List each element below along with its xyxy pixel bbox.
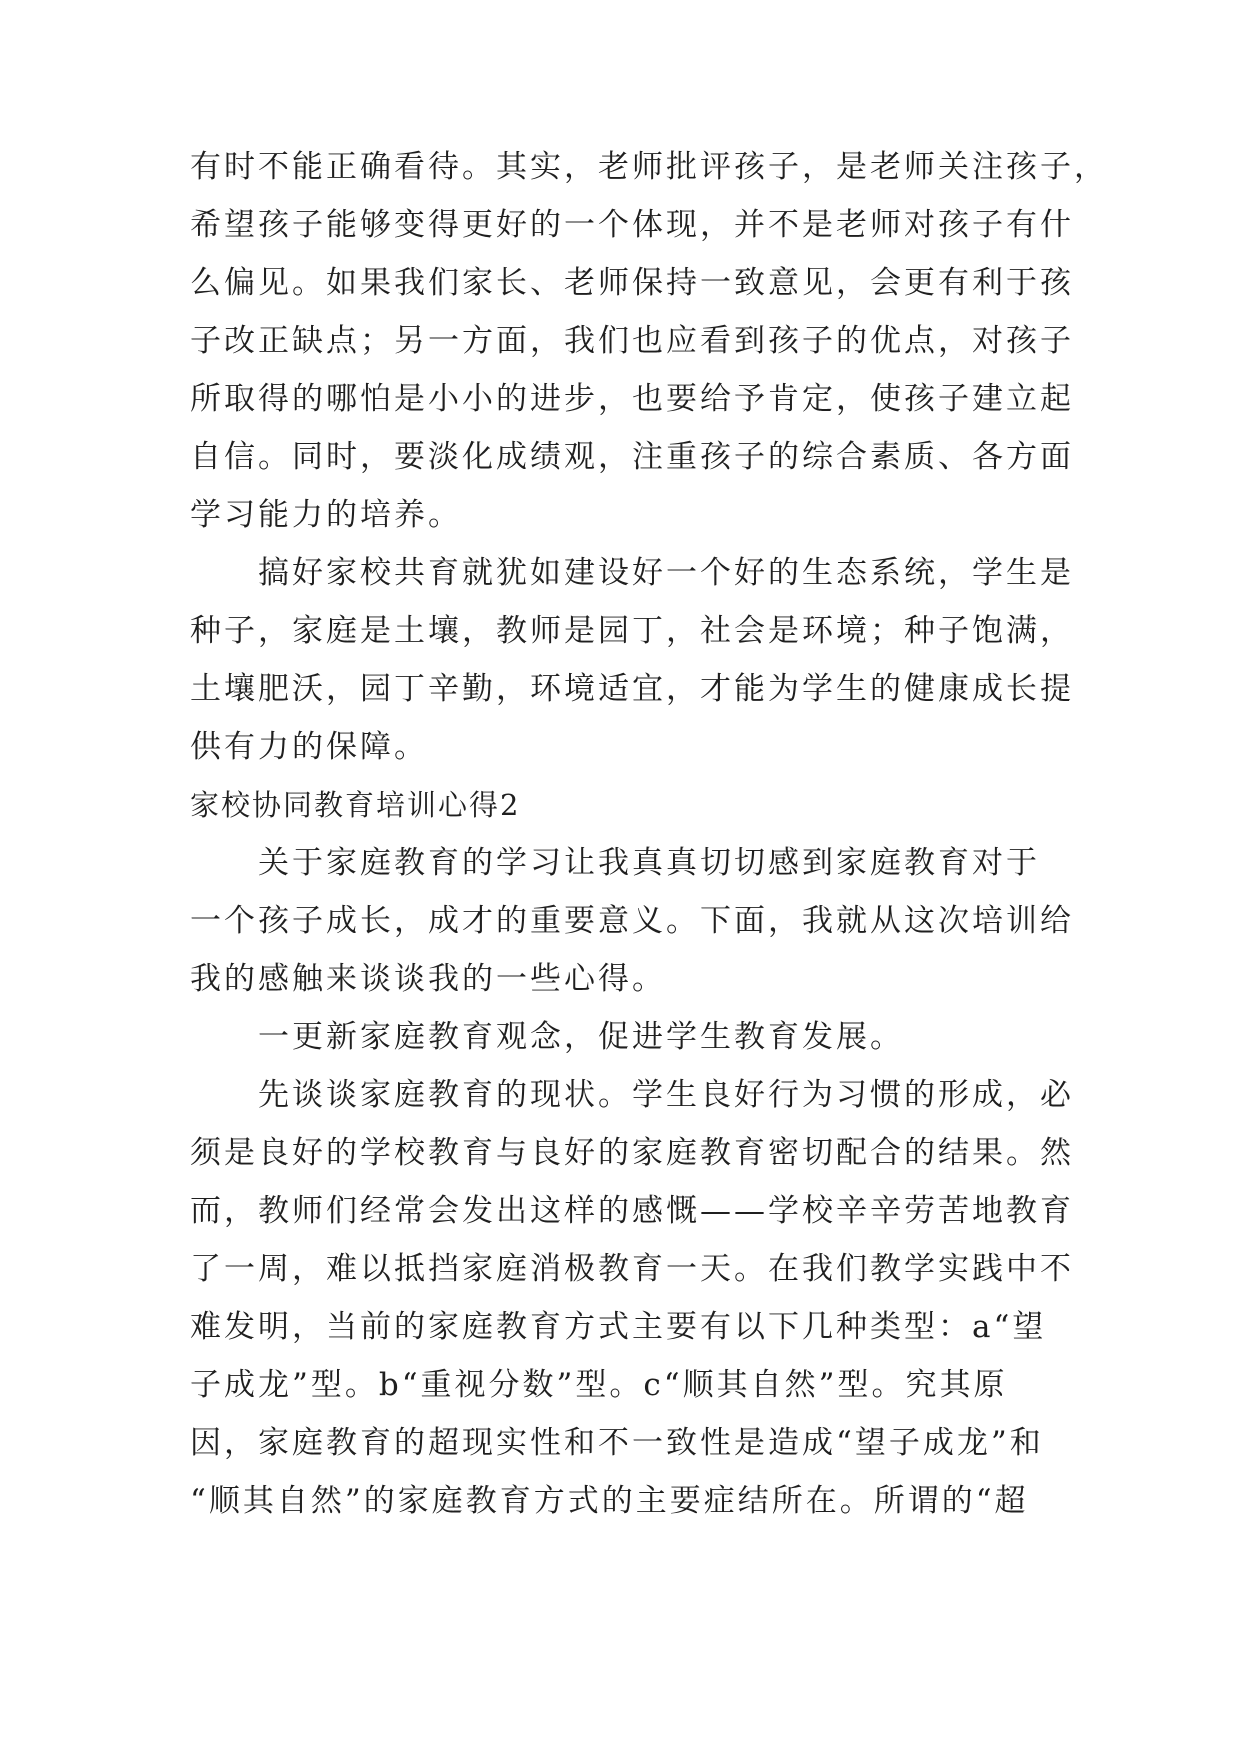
text-line: 一个孩子成长，成才的重要意义。下面，我就从这次培训给 — [190, 903, 1074, 939]
text-line: 种子，家庭是土壤，教师是园丁，社会是环境；种子饱满， — [190, 613, 1074, 649]
text-line: 而，教师们经常会发出这样的感慨——学校辛辛劳苦地教育 — [190, 1193, 1074, 1229]
text-line: 我的感触来谈谈我的一些心得。 — [190, 961, 666, 997]
text-line: 搞好家校共育就犹如建设好一个好的生态系统，学生是 — [190, 555, 1074, 591]
text-line: 希望孩子能够变得更好的一个体现，并不是老师对孩子有什 — [190, 207, 1074, 243]
text-line: 须是良好的学校教育与良好的家庭教育密切配合的结果。然 — [190, 1135, 1074, 1171]
text-line: “顺其自然”的家庭教育方式的主要症结所在。所谓的“超 — [190, 1483, 1029, 1519]
text-line: 因，家庭教育的超现实性和不一致性是造成“望子成龙”和 — [190, 1425, 1044, 1461]
text-line: 学习能力的培养。 — [190, 497, 462, 533]
text-line: 一更新家庭教育观念，促进学生教育发展。 — [190, 1019, 904, 1055]
text-line: 先谈谈家庭教育的现状。学生良好行为习惯的形成，必 — [190, 1077, 1074, 1113]
text-line: 难发明，当前的家庭教育方式主要有以下几种类型：a“望 — [190, 1309, 1047, 1345]
text-line: 关于家庭教育的学习让我真真切切感到家庭教育对于 — [190, 845, 1040, 881]
text-line: 自信。同时，要淡化成绩观，注重孩子的综合素质、各方面 — [190, 439, 1074, 475]
text-line: 有时不能正确看待。其实，老师批评孩子，是老师关注孩子， — [190, 149, 1108, 185]
text-line: 么偏见。如果我们家长、老师保持一致意见，会更有利于孩 — [190, 265, 1074, 301]
text-line: 子改正缺点；另一方面，我们也应看到孩子的优点，对孩子 — [190, 323, 1074, 359]
text-line: 供有力的保障。 — [190, 729, 428, 765]
text-line: 了一周，难以抵挡家庭消极教育一天。在我们教学实践中不 — [190, 1251, 1074, 1287]
document-body — [190, 138, 1108, 1530]
text-line: 所取得的哪怕是小小的进步，也要给予肯定，使孩子建立起 — [190, 381, 1074, 417]
text-line: 土壤肥沃，园丁辛勤，环境适宜，才能为学生的健康成长提 — [190, 671, 1074, 707]
section-heading: 家校协同教育培训心得2 — [190, 788, 521, 822]
text-line: 子成龙”型。b“重视分数”型。c“顺其自然”型。究其原 — [190, 1367, 1008, 1403]
